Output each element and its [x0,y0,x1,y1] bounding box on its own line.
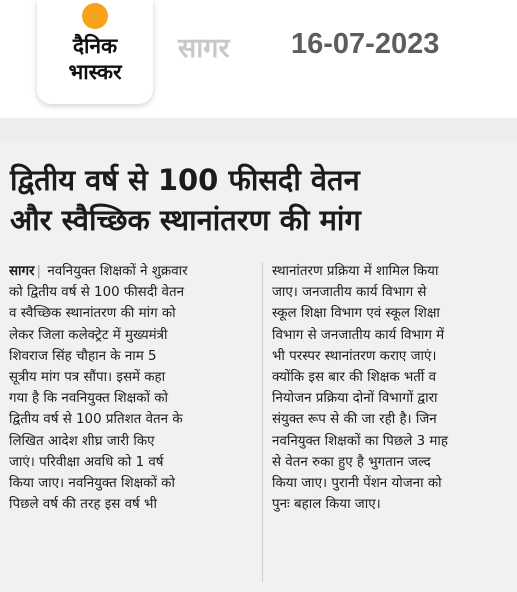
city-name: सागर [178,33,230,64]
article-line: से वेतन रुका हुए है भुगतान जल्द [272,454,431,470]
article-line: पिछले वर्ष की तरह इस वर्ष भी [9,497,157,513]
article-line: किया जाए। नवनियुक्त शिक्षकों को [9,475,175,491]
article-line: नवनियुक्त शिक्षकों का पिछले 3 माह [272,433,448,449]
headline-line-1: द्वितीय वर्ष से 100 फीसदी वेतन [10,163,360,197]
article-line: भी परस्पर स्थानांतरण कराए जाएं। [272,348,437,364]
article-line: लिखित आदेश शीघ्र जारी किए [9,433,155,449]
article-line: व स्वैच्छिक स्थानांतरण की मांग को [9,306,176,322]
article-line [9,261,259,282]
dateline-separator: | [36,264,42,279]
article-line: क्योंकि इस बार की शिक्षक भर्ती व [272,369,437,385]
sun-logo-icon [82,3,108,29]
article-line: पुनः बहाल किया जाए। [272,497,381,513]
article-column-right [272,261,512,515]
column-divider [262,262,263,582]
article-line: द्वितीय वर्ष से 100 प्रतिशत वेतन के [9,412,183,428]
article-text: नवनियुक्त शिक्षकों ने शुक्रवार [47,264,188,279]
article-line: जाए। जनजातीय कार्य विभाग से [272,285,427,301]
article-line: विभाग से जनजातीय कार्य विभाग में [272,327,445,343]
newspaper-logo [37,0,153,104]
article-line: को द्वितीय वर्ष से 100 फीसदी वेतन [9,285,185,301]
article-line: शिवराज सिंह चौहान के नाम 5 [9,348,157,364]
article-line: गया है कि नवनियुक्त शिक्षकों को [9,391,168,407]
headline-line-2: और स्वैच्छिक स्थानांतरण की मांग [10,203,361,237]
article-column-left [9,261,259,515]
header-bar [0,0,517,118]
article-line: स्थानांतरण प्रक्रिया में शामिल किया [272,264,439,279]
dateline: सागर [9,264,35,279]
article-line: लेकर जिला कलेक्ट्रेट में मुख्यमंत्री [9,327,168,343]
article-line: जाएं। परिवीक्षा अवधि को 1 वर्ष [9,454,164,470]
publication-date: 16-07-2023 [291,28,440,60]
logo-text-line2: भास्कर [68,60,122,84]
article-line: स्कूल शिक्षा विभाग एवं स्कूल शिक्षा [272,306,440,322]
article-line: किया जाए। पुरानी पेंशन योजना को [272,475,442,491]
article-line: सूत्रीय मांग पत्र सौंपा। इसमें कहा [9,369,166,385]
article-line: नियोजन प्रक्रिया दोनों विभागों द्वारा [272,391,438,407]
article-line: संयुक्त रूप से की जा रही है। जिन [272,412,437,428]
logo-text-line1: दैनिक [72,34,118,58]
